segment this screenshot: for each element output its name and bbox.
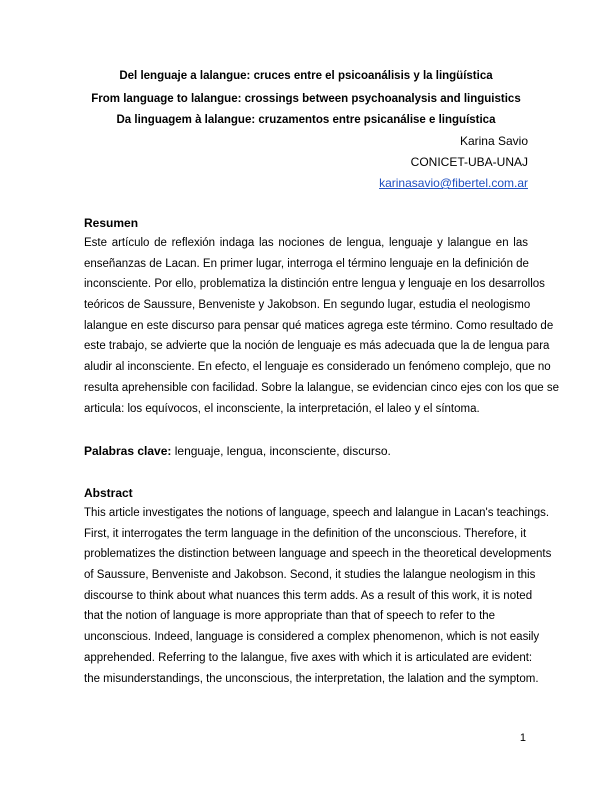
author-affiliation: CONICET-UBA-UNAJ [410, 155, 528, 169]
resumen-paragraph [84, 233, 559, 419]
abstract-paragraph [84, 503, 552, 689]
abstract-line: of Saussure, Benveniste and Jakobson. Second, it studies the lalangue neologism in this [84, 569, 536, 582]
author-email-link[interactable]: karinasavio@fibertel.com.ar [379, 176, 528, 190]
title-spanish: Del lenguaje a lalangue: cruces entre el psicoanálisis y la lingüística [119, 70, 493, 82]
abstract-line: the misunderstandings, the unconscious, the interpretation, the lalation and the symptom. [84, 672, 539, 685]
keywords [84, 444, 391, 458]
abstract-line: discourse to think about what nuances this term adds. As a result of this work, it is noted [84, 589, 533, 602]
resumen-line: inconsciente. Por ello, problematiza la distinción entre lengua y lenguaje en los desarrollos [84, 278, 545, 291]
resumen-line: aludir al inconsciente. En efecto, el lenguaje es considerado un fenómeno complejo, que no [84, 361, 551, 374]
resumen-line: lalangue en este discurso para pensar qué matices agrega este término. Como resultado de [84, 319, 554, 332]
abstract-line: First, it interrogates the term language in the definition of the unconscious. Therefore, it [84, 527, 527, 540]
keywords-label: Palabras clave: [84, 444, 172, 458]
abstract-line: This article investigates the notions of language, speech and lalangue in Lacan's teachings. [84, 507, 550, 519]
resumen-line: teóricos de Saussure, Benveniste y Jakobson. En segundo lugar, estudia el neologismo [84, 299, 531, 312]
abstract-heading: Abstract [84, 486, 133, 500]
resumen-line: este trabajo, se advierte que la noción de lenguaje es más adecuada que la de lengua para [84, 340, 550, 353]
author-name: Karina Savio [459, 134, 528, 148]
abstract-line: problematizes the distinction between language and speech in the theoretical developments [84, 548, 552, 561]
keywords-text: lenguaje, lengua, inconsciente, discurso. [171, 444, 391, 458]
resumen-heading: Resumen [84, 216, 139, 230]
resumen-line: enseñanzas de Lacan. En primer lugar, interroga el término lenguaje en la definición de [84, 257, 529, 270]
resumen-line: Este artículo de reflexión indaga las nociones de lengua, lenguaje y lalangue en las [84, 237, 528, 249]
abstract-line: that the notion of language is more appropriate than that of speech to refer to the [84, 610, 496, 623]
title-english: From language to lalangue: crossings between psychoanalysis and linguistics [91, 93, 521, 105]
resumen-line: articula: los equívocos, el inconsciente, la interpretación, el laleo y el síntoma. [84, 402, 480, 415]
abstract-line: unconscious. Indeed, language is considered a complex phenomenon, which is not easily [84, 631, 540, 644]
resumen-line: resulta aprehensible con facilidad. Sobre la lalangue, se evidencian cinco ejes con los que se [84, 381, 559, 394]
page-number: 1 [519, 732, 526, 744]
title-portuguese: Da linguagem à lalangue: cruzamentos entre psicanálise e linguística [116, 114, 496, 126]
abstract-line: apprehended. Referring to the lalangue, five axes with which it is articulated are evident: [84, 651, 533, 664]
